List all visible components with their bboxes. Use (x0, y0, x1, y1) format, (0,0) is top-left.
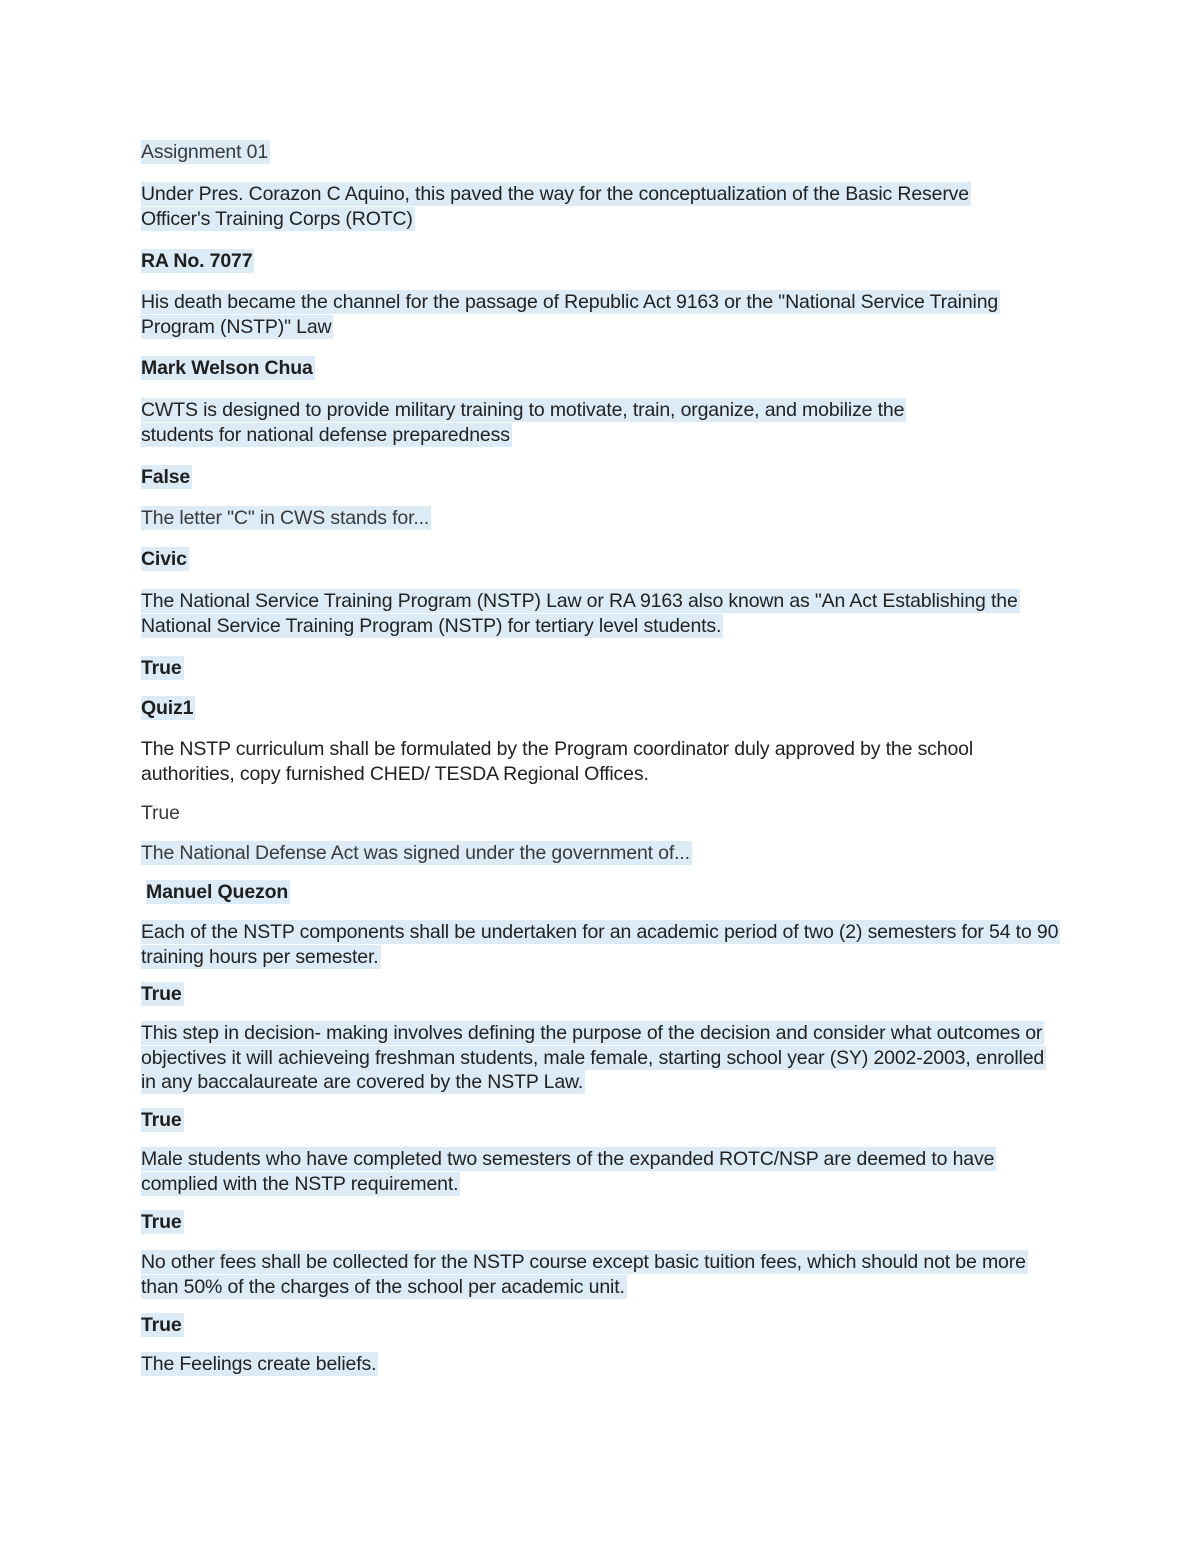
answer-10: True (141, 1211, 182, 1233)
question-12: The Feelings create beliefs. (141, 1353, 377, 1375)
answer-3: False (141, 466, 191, 488)
section-heading-quiz1: Quiz1 (141, 697, 194, 719)
question-10: Male students who have completed two semesters of the expanded ROTC/NSP are deemed to have complied with the NSTP requirement. (141, 1148, 995, 1195)
answer-8: True (141, 983, 182, 1005)
question-7: The National Defense Act was signed under the government of... (141, 842, 690, 864)
question-3: CWTS is designed to provide military training to motivate, train, organize, and mobilize the students for national defense preparedness (141, 399, 905, 446)
question-8: Each of the NSTP components shall be undertaken for an academic period of two (2) semesters for 54 to 90 training hours per semester. (141, 921, 1059, 968)
question-9: This step in decision- making involves defining the purpose of the decision and consider what outcomes or objectives it will achieveing freshman students, male female, starting school year (SY) 2002-2003, enrolled in any baccalaureate are covered by the NSTP Law. (141, 1022, 1045, 1093)
question-1: Under Pres. Corazon C Aquino, this paved the way for the conceptualization of the Basic Reserve Officer's Training Corps (ROTC) (141, 183, 969, 230)
answer-2: Mark Welson Chua (141, 357, 313, 379)
answer-11: True (141, 1314, 182, 1336)
question-5: The National Service Training Program (NSTP) Law or RA 9163 also known as "An Act Establishing the National Service Training Program (NSTP) for tertiary level students. (141, 590, 1018, 637)
answer-1: RA No. 7077 (141, 250, 253, 272)
question-11: No other fees shall be collected for the NSTP course except basic tuition fees, which should not be more than 50% of the charges of the school per academic unit. (141, 1251, 1026, 1298)
question-4: The letter "C" in CWS stands for... (141, 507, 430, 529)
assignment-title: Assignment 01 (141, 141, 269, 163)
answer-6: True (141, 802, 180, 824)
question-2: His death became the channel for the passage of Republic Act 9163 or the "National Service Training Program (NSTP)" Law (141, 291, 999, 338)
answer-5: True (141, 657, 182, 679)
answer-9: True (141, 1109, 182, 1131)
question-6: The NSTP curriculum shall be formulated by the Program coordinator duly approved by the school authorities, copy furnished CHED/ TESDA Regional Offices. (141, 738, 974, 785)
answer-4: Civic (141, 548, 187, 570)
answer-7: Manuel Quezon (146, 881, 289, 903)
